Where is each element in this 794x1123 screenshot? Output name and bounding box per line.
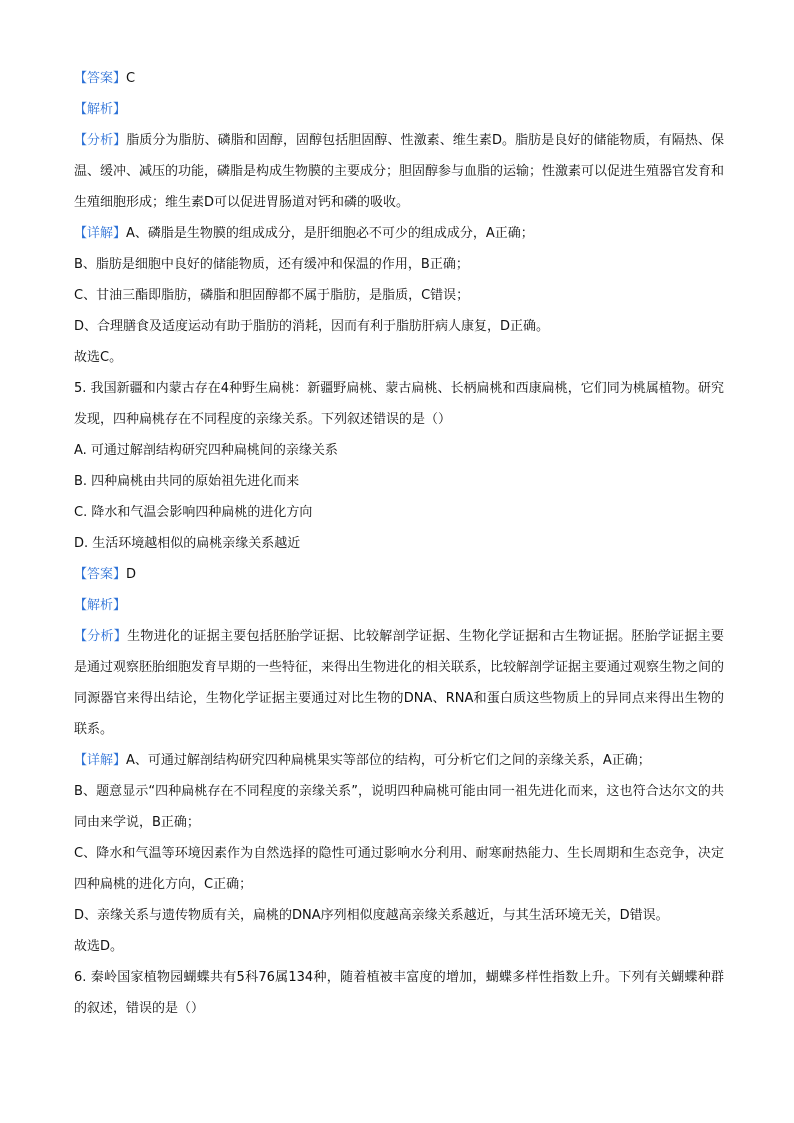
fenxi-tag: 【分析】 bbox=[74, 133, 127, 148]
xiangjie-tag: 【详解】 bbox=[74, 226, 127, 241]
q4-detail-b: B、脂肪是细胞中良好的储能物质，还有缓冲和保温的作用，B正确； bbox=[74, 257, 469, 272]
xiangjie-tag: 【详解】 bbox=[74, 753, 127, 768]
q6-stem: 6. 秦岭国家植物园蝴蝶共有5科76属134种，随着植被丰富度的增加，蝴蝶多样性指数上升。下列有关蝴蝶种群的叙述，错误的是（） bbox=[74, 970, 724, 1016]
detail-text: A、可通过解剖结构研究四种扁桃果实等部位的结构，可分析它们之间的亲缘关系，A正确； bbox=[126, 753, 651, 768]
document-page bbox=[74, 63, 724, 1024]
q4-detail-c: C、甘油三酯即脂肪，磷脂和胆固醇都不属于脂肪，是脂质，C错误； bbox=[74, 288, 470, 303]
q5-fenxi-paragraph bbox=[74, 621, 724, 745]
fenxi-tag: 【分析】 bbox=[74, 629, 128, 644]
q4-detail-d: D、合理膳食及适度运动有助于脂肪的消耗，因而有利于脂肪肝病人康复，D正确。 bbox=[74, 319, 550, 334]
detail-text: A、磷脂是生物膜的组成成分，是肝细胞必不可少的组成成分，A正确； bbox=[126, 226, 534, 241]
q5-option-b: B. 四种扁桃由共同的原始祖先进化而来 bbox=[74, 474, 300, 489]
fenxi-text: 生物进化的证据主要包括胚胎学证据、比较解剖学证据、生物化学证据和古生物证据。胚胎学证据主要是通过观察胚胎细胞发育早期的一些特征，来得出生物进化的相关联系，比较解剖学证据主要通过观察生物之间的同源器官来得出结论，生物化学证据主要通过对比生物的DNA、RNA和蛋白质这些物质上的异同点来得出生物的联系。 bbox=[74, 629, 725, 737]
q5-analysis-heading bbox=[74, 590, 724, 621]
q5-detail-a bbox=[74, 745, 724, 776]
q5-stem: 5. 我国新疆和内蒙古存在4种野生扁桃：新疆野扁桃、蒙古扁桃、长柄扁桃和西康扁桃，它们同为桃属植物。研究发现，四种扁桃存在不同程度的亲缘关系。下列叙述错误的是（） bbox=[74, 381, 724, 427]
q4-fenxi-paragraph bbox=[74, 125, 724, 218]
analysis-tag: 【解析】 bbox=[74, 102, 127, 117]
q5-conclusion: 故选D。 bbox=[74, 939, 124, 954]
answer-value: C bbox=[126, 71, 136, 86]
q5-option-c: C. 降水和气温会影响四种扁桃的进化方向 bbox=[74, 505, 313, 520]
q5-answer-line bbox=[74, 559, 724, 590]
answer-tag: 【答案】 bbox=[74, 71, 127, 86]
q5-detail-b: B、题意显示“四种扁桃存在不同程度的亲缘关系”，说明四种扁桃可能由同一祖先进化而来，这也符合达尔文的共同由来学说，B正确； bbox=[74, 784, 724, 830]
q4-answer-line bbox=[74, 63, 724, 94]
fenxi-text: 脂质分为脂肪、磷脂和固醇，固醇包括胆固醇、性激素、维生素D。脂肪是良好的储能物质，有隔热、保温、缓冲、减压的功能，磷脂是构成生物膜的主要成分；胆固醇参与血脂的运输；性激素可以促进生殖器官发育和生殖细胞形成；维生素D可以促进胃肠道对钙和磷的吸收。 bbox=[74, 133, 725, 210]
analysis-tag: 【解析】 bbox=[74, 598, 127, 613]
q5-option-a: A. 可通过解剖结构研究四种扁桃间的亲缘关系 bbox=[74, 443, 338, 458]
answer-value: D bbox=[126, 567, 137, 582]
q4-conclusion: 故选C。 bbox=[74, 350, 123, 365]
q5-detail-c: C、降水和气温等环境因素作为自然选择的隐性可通过影响水分利用、耐寒耐热能力、生长周期和生态竞争，决定四种扁桃的进化方向，C正确； bbox=[74, 846, 724, 892]
q4-analysis-heading bbox=[74, 94, 724, 125]
q5-option-d: D. 生活环境越相似的扁桃亲缘关系越近 bbox=[74, 536, 301, 551]
q4-detail-a bbox=[74, 218, 724, 249]
q5-detail-d: D、亲缘关系与遗传物质有关，扁桃的DNA序列相似度越高亲缘关系越近，与其生活环境无关，D错误。 bbox=[74, 908, 669, 923]
answer-tag: 【答案】 bbox=[74, 567, 127, 582]
